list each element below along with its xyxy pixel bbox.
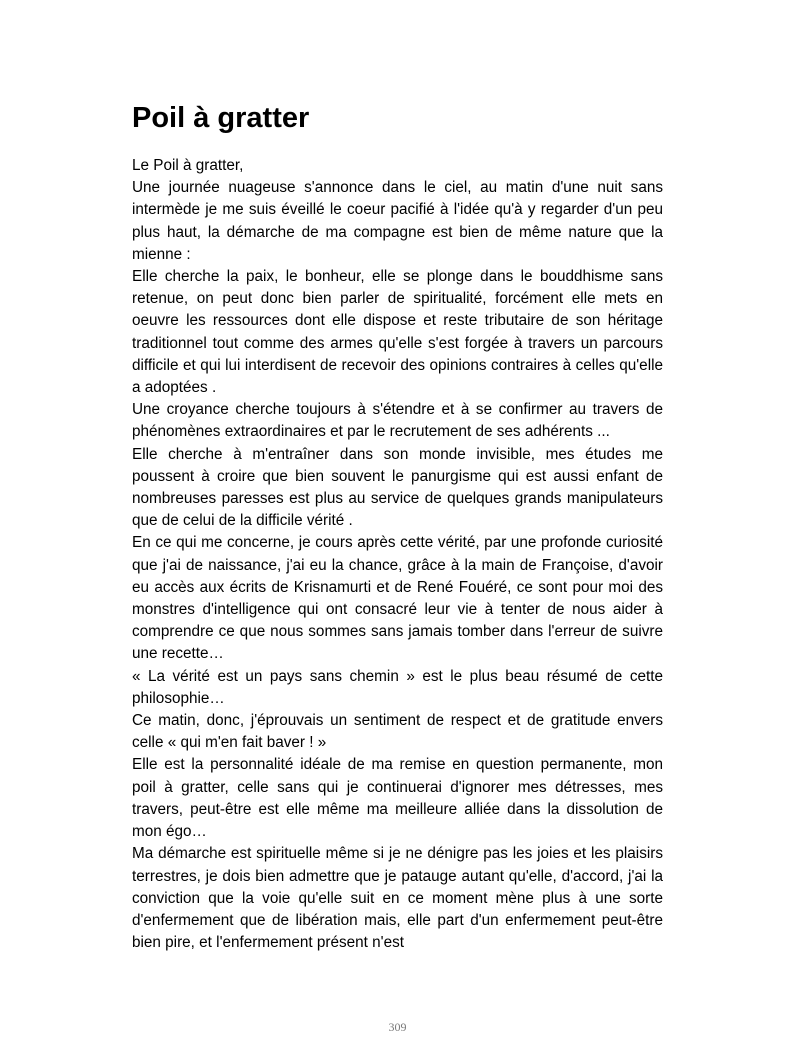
paragraph: En ce qui me concerne, je cours après cette vérité, par une profonde curiosité que j'ai de naissance, j'ai eu la chance, grâce à la main de Françoise, d'avoir eu accès aux écrits de Krisnamurti et de René Fouéré, ce sont pour moi des monstres d'intelligence qui ont consacré leur vie à tenter de nous aider à comprendre ce que nous sommes sans jamais tomber dans l'erreur de suivre une recette… bbox=[132, 534, 663, 663]
paragraph: Ma démarche est spirituelle même si je ne dénigre pas les joies et les plaisirs terrestres, je dois bien admettre que je patauge autant qu'elle, d'accord, j'ai la conviction que la voie qu'elle suit en ce moment mène plus à une sorte d'enfermement que de libération mais, elle part d'un enfermement peut-être bien pire, et l'enfermement présent n'est bbox=[132, 845, 663, 952]
paragraph: Elle cherche la paix, le bonheur, elle se plonge dans le bouddhisme sans retenue, on peut donc bien parler de spiritualité, forcément elle mets en oeuvre les ressources dont elle dispose et reste tributaire de son héritage traditionnel tout comme des armes qu'elle s'est forgée à travers un parcours difficile et qui lui interdisent de recevoir des opinions contraires à celles qu'elle a adoptées . bbox=[132, 268, 663, 397]
paragraph: Une croyance cherche toujours à s'étendre et à se confirmer au travers de phénomènes extraordinaires et par le recrutement de ses adhérents ... bbox=[132, 401, 663, 441]
page-number: 309 bbox=[388, 1020, 407, 1034]
paragraph: Une journée nuageuse s'annonce dans le ciel, au matin d'une nuit sans intermède je me suis éveillé le coeur pacifié à l'idée qu'à y regarder d'un peu plus haut, la démarche de ma compagne est bien de même nature que la mienne : bbox=[132, 179, 663, 263]
page-title: Poil à gratter bbox=[132, 102, 310, 134]
body-text bbox=[132, 155, 663, 954]
paragraph: Ce matin, donc, j'éprouvais un sentiment de respect et de gratitude envers celle « qui m'en fait baver ! » bbox=[132, 712, 663, 752]
paragraph-quote: « La vérité est un pays sans chemin » est le plus beau résumé de cette philosophie… bbox=[132, 667, 663, 707]
paragraph: Elle est la personnalité idéale de ma remise en question permanente, mon poil à gratter, celle sans qui je continuerai d'ignorer mes détresses, mes travers, peut-être est elle même ma meilleure alliée dans la dissolution de mon égo… bbox=[132, 756, 663, 841]
paragraph-greeting: Le Poil à gratter, bbox=[132, 157, 244, 174]
paragraph: Elle cherche à m'entraîner dans son monde invisible, mes études me poussent à croire que bien souvent le panurgisme qui est aussi enfant de nombreuses paresses est plus au service de quelques grands manipulateurs que de celui de la difficile vérité . bbox=[132, 445, 663, 530]
